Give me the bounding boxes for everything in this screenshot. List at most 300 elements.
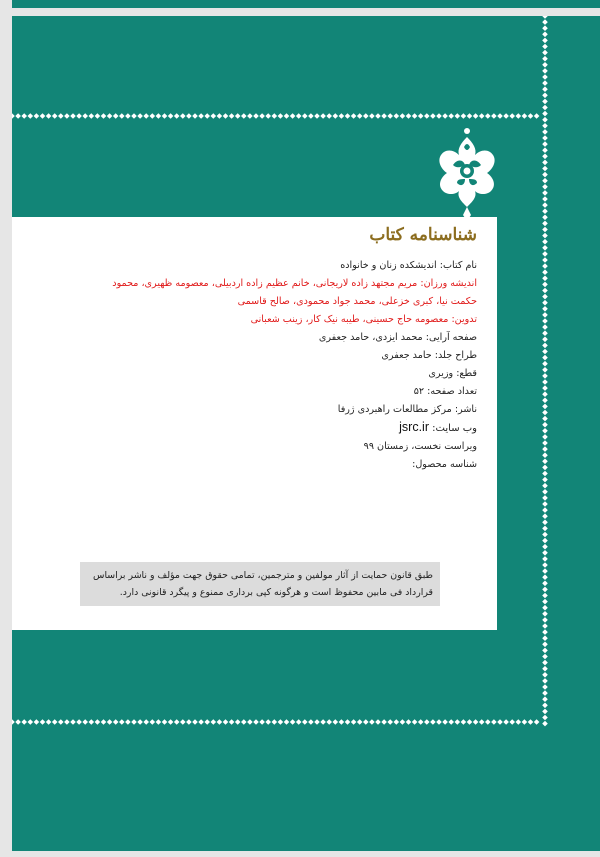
border-diamond	[455, 113, 461, 119]
info-lines	[37, 259, 477, 476]
border-diamond	[497, 113, 503, 119]
border-diamond	[180, 719, 186, 725]
border-diamond	[542, 434, 548, 440]
border-diamond	[542, 520, 548, 526]
border-diamond	[491, 719, 497, 725]
border-diamond	[528, 719, 534, 725]
border-diamond	[528, 113, 534, 119]
border-diamond	[516, 113, 522, 119]
info-line-cover-designer: طراح جلد: حامد جعفری	[381, 350, 477, 361]
border-diamond	[333, 113, 339, 119]
border-diamond	[82, 113, 88, 119]
border-diamond	[235, 719, 241, 725]
border-diamond	[333, 719, 339, 725]
border-diamond	[542, 550, 548, 556]
border-diamond	[542, 391, 548, 397]
border-diamond	[542, 337, 548, 343]
border-diamond	[542, 215, 548, 221]
border-diamond	[542, 404, 548, 410]
border-diamond	[89, 719, 95, 725]
border-diamond	[542, 324, 548, 330]
border-diamond	[28, 113, 34, 119]
border-diamond	[21, 113, 27, 119]
border-diamond	[442, 113, 448, 119]
border-diamond	[542, 269, 548, 275]
border-diamond	[131, 719, 137, 725]
border-diamond	[217, 719, 223, 725]
border-diamond	[204, 113, 210, 119]
border-diamond	[542, 611, 548, 617]
border-diamond	[516, 719, 522, 725]
border-diamond	[339, 113, 345, 119]
border-diamond	[253, 719, 259, 725]
border-diamond	[542, 422, 548, 428]
border-diamond	[542, 306, 548, 312]
copyright-notice: طبق قانون حمایت از آثار مولفین و مترجمین، تمامی حقوق جهت مؤلف و ناشر براساس قرارداد فی مابین محفوظ است و هرگونه کپی برداری ممنوع و پیگرد قانونی دارد.	[80, 562, 440, 606]
border-diamond	[113, 113, 119, 119]
border-diamond	[369, 719, 375, 725]
border-diamond	[542, 666, 548, 672]
border-diamond	[375, 719, 381, 725]
border-diamond	[542, 147, 548, 153]
border-diamond	[302, 719, 308, 725]
website-link[interactable]: jsrc.ir	[399, 420, 429, 434]
border-diamond	[542, 160, 548, 166]
border-diamond	[542, 62, 548, 68]
info-line-page-count: تعداد صفحه: ۵۲	[413, 386, 477, 397]
border-diamond	[162, 113, 168, 119]
border-diamond	[542, 50, 548, 56]
border-diamond	[394, 719, 400, 725]
border-diamond	[64, 719, 70, 725]
border-diamond	[424, 113, 430, 119]
border-diamond	[412, 113, 418, 119]
border-diamond	[542, 56, 548, 62]
info-line-thinkers-cont: حکمت نیا، کبری خزعلی، محمد جواد محمودی، صالح قاسمی	[237, 296, 477, 307]
border-diamond	[542, 355, 548, 361]
border-diamond	[211, 719, 217, 725]
border-diamond	[534, 719, 540, 725]
border-diamond	[522, 719, 528, 725]
border-diamond	[542, 501, 548, 507]
border-diamond	[150, 113, 156, 119]
border-diamond	[542, 129, 548, 135]
border-diamond	[241, 719, 247, 725]
border-diamond	[272, 113, 278, 119]
border-diamond	[290, 719, 296, 725]
border-diamond	[64, 113, 70, 119]
border-diamond	[542, 367, 548, 373]
border-diamond	[339, 719, 345, 725]
border-diamond	[363, 113, 369, 119]
border-diamond	[186, 113, 192, 119]
border-diamond	[542, 465, 548, 471]
border-diamond	[542, 385, 548, 391]
border-diamond	[296, 719, 302, 725]
border-diamond	[406, 113, 412, 119]
border-diamond	[137, 719, 143, 725]
border-diamond	[40, 113, 46, 119]
border-diamond	[542, 74, 548, 80]
border-diamond	[509, 113, 515, 119]
border-diamond	[253, 113, 259, 119]
border-diamond	[162, 719, 168, 725]
border-diamond	[542, 86, 548, 92]
arabesque-flower-icon	[439, 128, 494, 221]
border-diamond	[542, 721, 548, 727]
border-diamond	[542, 300, 548, 306]
border-diamond	[542, 654, 548, 660]
border-diamond	[320, 719, 326, 725]
info-line-thinkers: اندیشه ورزان: مریم مجتهد زاده لاریجانی، خانم عظیم زاده اردبیلی، معصومه ظهیری، محمود	[112, 278, 477, 289]
border-diamond	[223, 719, 229, 725]
border-diamond	[302, 113, 308, 119]
border-diamond	[542, 495, 548, 501]
border-diamond	[272, 719, 278, 725]
border-diamond	[235, 113, 241, 119]
info-line-edition: ویراست نخست، زمستان ۹۹	[363, 441, 477, 452]
border-diamond	[542, 471, 548, 477]
border-diamond	[542, 642, 548, 648]
border-diamond	[542, 446, 548, 452]
border-diamond	[542, 99, 548, 105]
border-diamond	[542, 452, 548, 458]
border-diamond	[448, 113, 454, 119]
border-diamond	[363, 719, 369, 725]
border-diamond	[542, 648, 548, 654]
border-diamond	[542, 428, 548, 434]
border-diamond	[542, 202, 548, 208]
border-diamond	[229, 113, 235, 119]
border-diamond	[542, 38, 548, 44]
border-diamond	[40, 719, 46, 725]
border-diamond	[119, 113, 125, 119]
border-diamond	[448, 719, 454, 725]
border-diamond	[21, 719, 27, 725]
border-diamond	[15, 113, 21, 119]
border-diamond	[186, 719, 192, 725]
border-diamond	[542, 294, 548, 300]
info-line-book-name: نام کتاب: اندیشکده زنان و خانواده	[340, 260, 477, 271]
border-diamond	[357, 719, 363, 725]
border-diamond	[284, 719, 290, 725]
border-diamond	[58, 113, 64, 119]
border-diamond	[542, 318, 548, 324]
border-diamond	[542, 105, 548, 111]
border-diamond	[125, 113, 131, 119]
border-diamond	[542, 660, 548, 666]
border-diamond	[542, 477, 548, 483]
border-diamond	[320, 113, 326, 119]
border-diamond	[542, 25, 548, 31]
border-diamond	[52, 719, 58, 725]
border-diamond	[542, 141, 548, 147]
border-diamond	[542, 379, 548, 385]
border-diamond	[485, 719, 491, 725]
border-diamond	[467, 113, 473, 119]
border-diamond	[491, 113, 497, 119]
border-diamond	[542, 690, 548, 696]
border-diamond	[156, 719, 162, 725]
border-diamond	[542, 166, 548, 172]
border-diamond	[542, 715, 548, 721]
book-identity-card	[12, 217, 497, 630]
border-diamond	[542, 251, 548, 257]
border-diamond	[503, 113, 509, 119]
border-diamond	[107, 719, 113, 725]
border-diamond	[308, 719, 314, 725]
border-diamond	[542, 703, 548, 709]
border-diamond	[542, 568, 548, 574]
book-page	[12, 16, 600, 851]
border-diamond	[542, 623, 548, 629]
border-diamond	[265, 719, 271, 725]
border-diamond	[542, 678, 548, 684]
border-diamond	[308, 113, 314, 119]
border-diamond	[542, 398, 548, 404]
border-diamond	[542, 312, 548, 318]
top-page-strip	[12, 0, 600, 8]
border-diamond	[381, 113, 387, 119]
border-diamond	[259, 113, 265, 119]
border-diamond	[143, 113, 149, 119]
border-diamond	[542, 483, 548, 489]
border-diamond	[455, 719, 461, 725]
border-diamond	[351, 719, 357, 725]
border-diamond	[418, 719, 424, 725]
info-line-publisher: ناشر: مرکز مطالعات راهبردی ژرفا	[337, 404, 477, 415]
border-diamond	[58, 719, 64, 725]
info-line-product-id: شناسه محصول:	[412, 459, 477, 470]
info-line-compilers: تدوین: معصومه حاج حسینی، طیبه نیک کار، زینب شعبانی	[250, 314, 477, 325]
border-diamond	[387, 719, 393, 725]
border-diamond	[369, 113, 375, 119]
border-diamond	[107, 113, 113, 119]
info-line-size: قطع: وزیری	[428, 368, 477, 379]
border-diamond	[542, 16, 548, 19]
border-diamond	[542, 282, 548, 288]
border-diamond	[284, 113, 290, 119]
info-line-layout: صفحه آرایی: محمد ایزدی، حامد جعفری	[318, 332, 477, 343]
border-diamond	[497, 719, 503, 725]
border-diamond	[223, 113, 229, 119]
border-diamond	[326, 719, 332, 725]
border-diamond	[542, 19, 548, 25]
border-diamond	[247, 719, 253, 725]
border-diamond	[314, 719, 320, 725]
border-diamond	[473, 719, 479, 725]
border-diamond	[542, 172, 548, 178]
border-diamond	[542, 32, 548, 38]
border-diamond	[375, 113, 381, 119]
border-diamond	[95, 719, 101, 725]
border-diamond	[542, 135, 548, 141]
border-diamond	[381, 719, 387, 725]
border-diamond	[542, 227, 548, 233]
border-diamond	[418, 113, 424, 119]
border-diamond	[168, 719, 174, 725]
border-diamond	[479, 113, 485, 119]
border-diamond	[430, 113, 436, 119]
border-diamond	[150, 719, 156, 725]
border-diamond	[198, 719, 204, 725]
border-diamond	[542, 617, 548, 623]
border-diamond	[542, 593, 548, 599]
border-diamond	[174, 113, 180, 119]
border-diamond	[509, 719, 515, 725]
border-diamond	[400, 113, 406, 119]
border-diamond	[406, 719, 412, 725]
border-diamond	[522, 113, 528, 119]
border-diamond	[156, 113, 162, 119]
border-diamond	[461, 113, 467, 119]
border-diamond	[424, 719, 430, 725]
border-diamond	[101, 719, 107, 725]
border-diamond	[12, 719, 15, 725]
border-diamond	[204, 719, 210, 725]
border-diamond	[542, 373, 548, 379]
border-diamond	[70, 719, 76, 725]
page-title: شناسنامه کتاب	[369, 225, 477, 245]
border-diamond	[259, 719, 265, 725]
border-diamond	[542, 684, 548, 690]
border-diamond	[113, 719, 119, 725]
border-diamond	[542, 263, 548, 269]
border-diamond	[467, 719, 473, 725]
border-diamond	[95, 113, 101, 119]
border-diamond	[542, 80, 548, 86]
border-diamond	[442, 719, 448, 725]
border-diamond	[296, 113, 302, 119]
border-diamond	[534, 113, 540, 119]
border-diamond	[542, 190, 548, 196]
border-diamond	[247, 113, 253, 119]
border-diamond	[345, 113, 351, 119]
border-diamond	[542, 361, 548, 367]
border-diamond	[89, 113, 95, 119]
border-diamond	[542, 709, 548, 715]
border-diamond	[82, 719, 88, 725]
border-diamond	[192, 113, 198, 119]
border-diamond	[192, 719, 198, 725]
border-diamond	[198, 113, 204, 119]
border-diamond	[28, 719, 34, 725]
border-diamond	[461, 719, 467, 725]
border-diamond	[436, 113, 442, 119]
border-diamond	[101, 113, 107, 119]
border-diamond	[542, 208, 548, 214]
border-diamond	[542, 117, 548, 123]
border-diamond	[137, 113, 143, 119]
border-diamond	[542, 538, 548, 544]
border-diamond	[542, 68, 548, 74]
border-diamond	[473, 113, 479, 119]
border-diamond	[143, 719, 149, 725]
border-diamond	[211, 113, 217, 119]
border-diamond	[485, 113, 491, 119]
border-diamond	[542, 123, 548, 129]
border-diamond	[326, 113, 332, 119]
border-diamond	[400, 719, 406, 725]
border-diamond	[542, 330, 548, 336]
border-diamond	[542, 635, 548, 641]
border-diamond	[542, 556, 548, 562]
border-diamond	[387, 113, 393, 119]
border-diamond	[46, 719, 52, 725]
border-diamond	[542, 44, 548, 50]
border-diamond	[542, 599, 548, 605]
border-diamond	[542, 574, 548, 580]
info-line-website: وب سایت: jsrc.ir	[399, 420, 477, 434]
border-diamond	[34, 113, 40, 119]
border-diamond	[125, 719, 131, 725]
border-diamond	[542, 562, 548, 568]
border-diamond	[542, 178, 548, 184]
border-diamond	[12, 113, 15, 119]
border-diamond	[542, 239, 548, 245]
border-diamond	[542, 696, 548, 702]
border-diamond	[430, 719, 436, 725]
border-diamond	[70, 113, 76, 119]
border-diamond	[46, 113, 52, 119]
border-diamond	[542, 111, 548, 117]
border-diamond	[479, 719, 485, 725]
border-diamond	[76, 113, 82, 119]
border-diamond	[542, 507, 548, 513]
border-diamond	[542, 154, 548, 160]
border-diamond	[180, 113, 186, 119]
border-diamond	[542, 257, 548, 263]
border-diamond	[542, 440, 548, 446]
border-diamond	[314, 113, 320, 119]
border-diamond	[542, 581, 548, 587]
border-diamond	[542, 343, 548, 349]
border-diamond	[542, 196, 548, 202]
border-diamond	[542, 288, 548, 294]
border-diamond	[357, 113, 363, 119]
border-diamond	[351, 113, 357, 119]
border-diamond	[542, 526, 548, 532]
border-diamond	[542, 513, 548, 519]
border-diamond	[436, 719, 442, 725]
border-diamond	[542, 349, 548, 355]
border-diamond	[217, 113, 223, 119]
border-diamond	[76, 719, 82, 725]
border-diamond	[542, 629, 548, 635]
border-diamond	[15, 719, 21, 725]
border-diamond	[503, 719, 509, 725]
border-diamond	[168, 113, 174, 119]
border-diamond	[542, 245, 548, 251]
border-diamond	[265, 113, 271, 119]
border-diamond	[542, 489, 548, 495]
border-diamond	[131, 113, 137, 119]
border-diamond	[278, 719, 284, 725]
border-diamond	[542, 587, 548, 593]
border-diamond	[542, 93, 548, 99]
border-diamond	[119, 719, 125, 725]
border-diamond	[345, 719, 351, 725]
border-diamond	[241, 113, 247, 119]
border-diamond	[542, 276, 548, 282]
border-diamond	[542, 605, 548, 611]
border-diamond	[542, 233, 548, 239]
border-diamond	[394, 113, 400, 119]
border-diamond	[542, 532, 548, 538]
border-diamond	[542, 184, 548, 190]
border-diamond	[542, 221, 548, 227]
border-diamond	[542, 544, 548, 550]
